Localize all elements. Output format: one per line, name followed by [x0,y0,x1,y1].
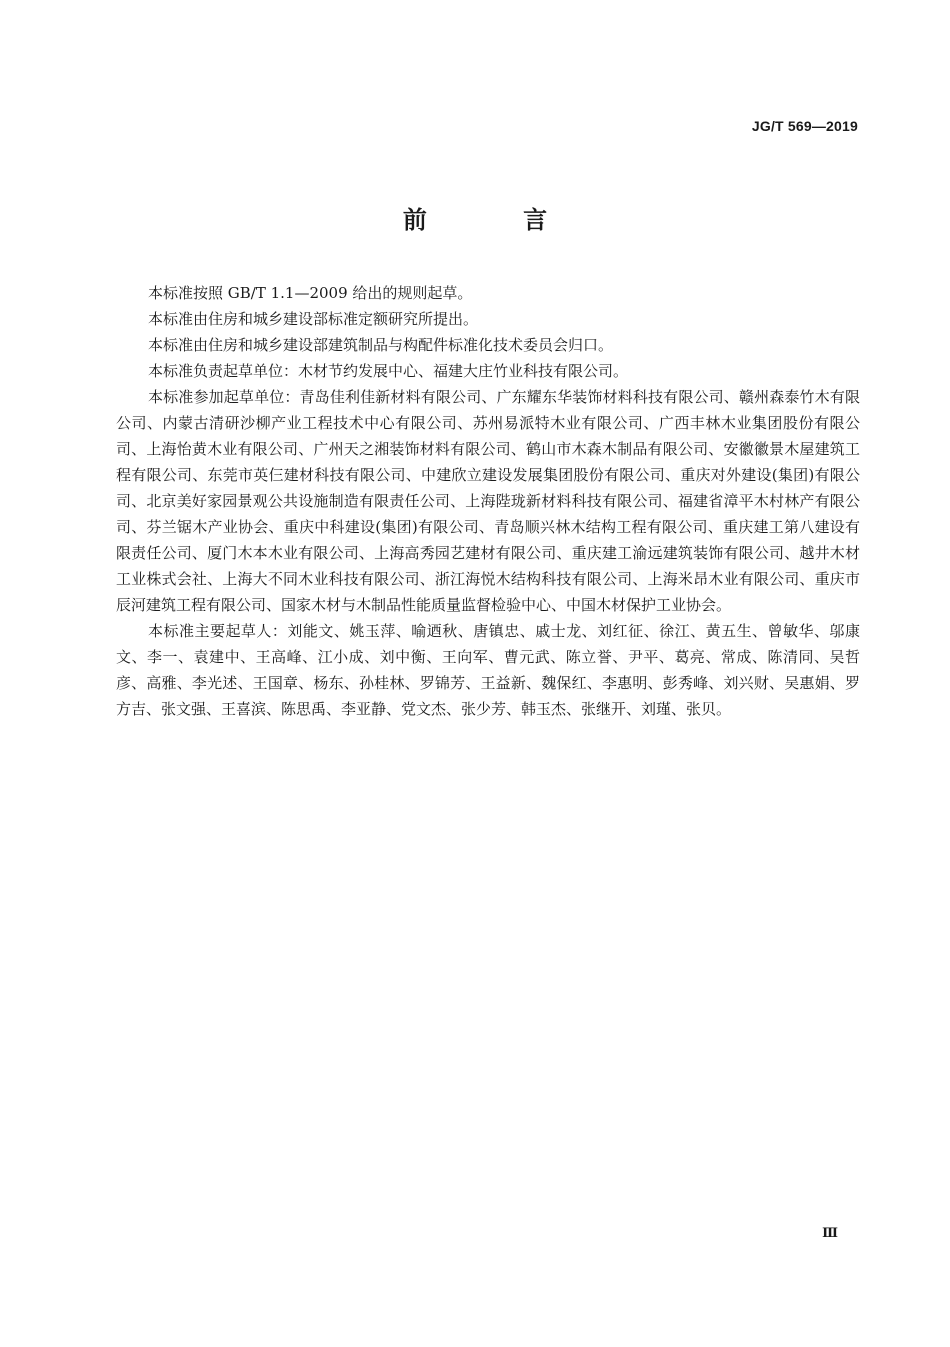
paragraph-participating-units: 本标准参加起草单位：青岛佳利佳新材料有限公司、广东耀东华装饰材料科技有限公司、赣州森泰竹木有限公司、内蒙古清研沙柳产业工程技术中心有限公司、苏州易派特木业有限公司、广西丰林木业集团股份有限公司、上海怡黄木业有限公司、广州天之湘装饰材料有限公司、鹤山市木森木制品有限公司、安徽徽景木屋建筑工程有限公司、东莞市英仨建材科技有限公司、中建欣立建设发展集团股份有限公司、重庆对外建设(集团)有限公司、北京美好家园景观公共设施制造有限责任公司、上海陛珑新材料科技有限公司、福建省漳平木村林产有限公司、芬兰锯木产业协会、重庆中科建设(集团)有限公司、青岛顺兴林木结构工程有限公司、重庆建工第八建设有限责任公司、厦门木本木业有限公司、上海高秀园艺建材有限公司、重庆建工渝远建筑装饰有限公司、越井木材工业株式会社、上海大不同木业科技有限公司、浙江海悦木结构科技有限公司、上海米昂木业有限公司、重庆市辰河建筑工程有限公司、国家木材与木制品性能质量监督检验中心、中国木材保护工业协会。 [116,388,860,614]
paragraph-proposer: 本标准由住房和城乡建设部标准定额研究所提出。 [148,310,479,328]
paragraph-drafting-rules: 本标准按照 GB/T 1.1—2009 给出的规则起草。 [148,284,473,302]
foreword-body [116,280,860,722]
paragraph-main-drafting-units: 本标准负责起草单位：木材节约发展中心、福建大庄竹业科技有限公司。 [148,362,629,380]
page-number: Ⅲ [822,1226,838,1241]
page-title: 前 言 [402,206,592,234]
paragraph-committee: 本标准由住房和城乡建设部建筑制品与构配件标准化技术委员会归口。 [148,336,614,354]
paragraph-main-drafters: 本标准主要起草人：刘能文、姚玉萍、喻迺秋、唐镇忠、戚士龙、刘红征、徐江、黄五生、曾敏华、邬康文、李一、袁建中、王高峰、江小成、刘中衡、王向军、曹元武、陈立誉、尹平、葛亮、常成、陈清同、吴哲彦、高雅、李光述、王国章、杨东、孙桂林、罗锦芳、王益新、魏保红、李惠明、彭秀峰、刘兴财、吴惠娟、罗方吉、张文强、王喜滨、陈思禹、李亚静、党文杰、张少芳、韩玉杰、张继开、刘瑾、张贝。 [116,622,860,718]
standard-code: JG/T 569—2019 [751,118,858,134]
